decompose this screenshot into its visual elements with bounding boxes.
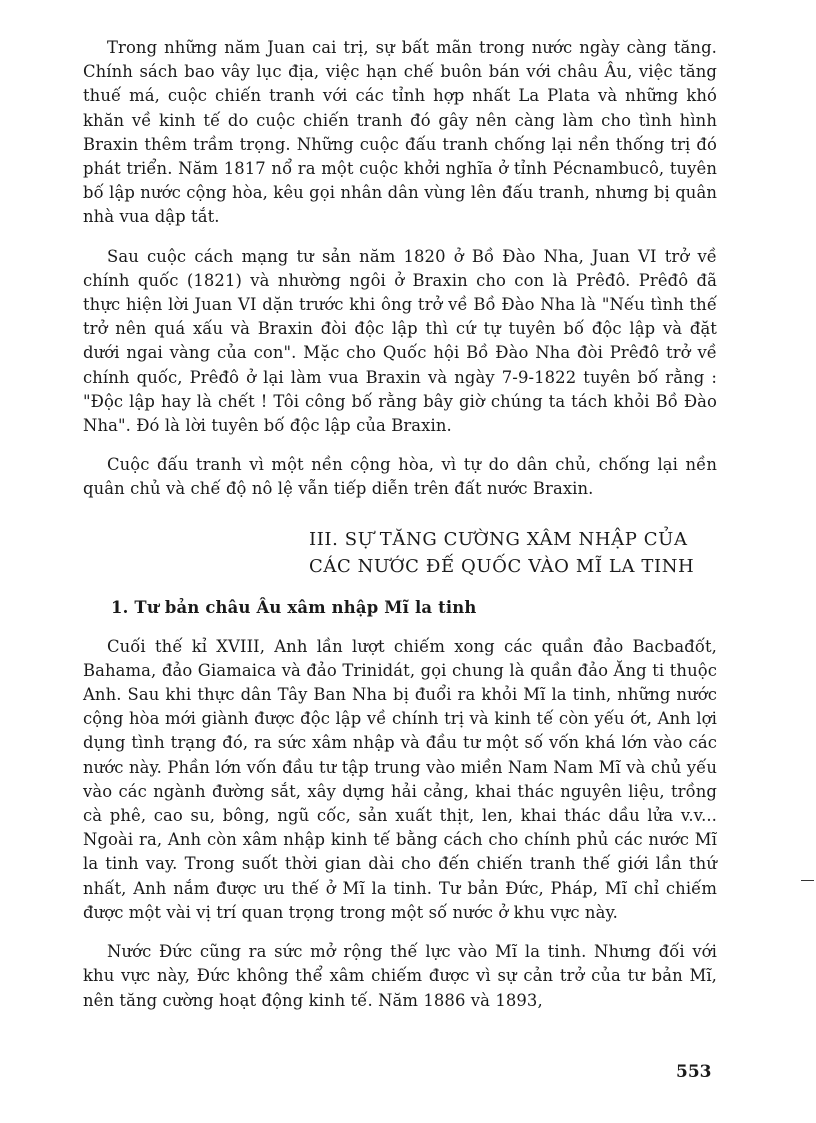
paragraph-juan-rule: Trong những năm Juan cai trị, sự bất mãn trong nước ngày càng tăng. Chính sách bao vây lục địa, việc hạn chế buôn bán với châu Âu, việc tăng thuế má, cuộc chiến tranh với các tỉnh hợp nhất La Plata và những khó khăn về kinh tế do cuộc chiến tranh đó gây nên càng làm cho tình hình Braxin thêm trầm trọng. Những cuộc đấu tranh chống lại nền thống trị đó phát triển. Năm 1817 nổ ra một cuộc khởi nghĩa ở tỉnh Pécnambucô, tuyên bố lập nước cộng hòa, kêu gọi nhân dân vùng lên đấu tranh, nhưng bị quân nhà vua dập tắt. [83, 38, 717, 227]
paragraph-independence: Sau cuộc cách mạng tư sản năm 1820 ở Bồ Đào Nha, Juan VI trở về chính quốc (1821) và nhường ngôi ở Braxin cho con là Prêđô. Prêđô đã thực hiện lời Juan VI dặn trước khi ông trở về Bồ Đào Nha là "Nếu tình thế trở nên quá xấu và Braxin đòi độc lập thì cứ tự tuyên bố độc lập và đặt dưới ngai vàng của con". Mặc cho Quốc hội Bồ Đào Nha đòi Prêđô trở về chính quốc, Prêđô ở lại làm vua Braxin và ngày 7-9-1822 tuyên bố rằng : "Độc lập hay là chết ! Tôi công bố rằng bây giờ chúng ta tách khỏi Bồ Đào Nha". Đó là lời tuyên bố độc lập của Braxin. [83, 246, 717, 436]
page-content [83, 36, 717, 1028]
paragraph-british-penetration: Cuối thế kỉ XVIII, Anh lần lượt chiếm xong các quần đảo Bacbađốt, Bahama, đảo Giamaica và đảo Trinidát, gọi chung là quần đảo Ăng ti thuộc Anh. Sau khi thực dân Tây Ban Nha bị đuổi ra khỏi Mĩ la tinh, những nước cộng hòa mới giành được độc lập về chính trị và kinh tế còn yếu ớt, Anh lợi dụng tình trạng đó, ra sức xâm nhập và đầu tư một số vốn khá lớn vào các nước này. Phần lớn vốn đầu tư tập trung vào miền Nam Nam Mĩ và chủ yếu vào các ngành đường sắt, xây dựng hải cảng, khai thác nguyên liệu, trồng cà phê, cao su, bông, ngũ cốc, sản xuất thịt, len, khai thác dầu lửa v.v... Ngoài ra, Anh còn xâm nhập kinh tế bằng cách cho chính phủ các nước Mĩ la tinh vay. Trong suốt thời gian dài cho đến chiến tranh thế giới lần thứ nhất, Anh nắm được ưu thế ở Mĩ la tinh. Tư bản Đức, Pháp, Mĩ chỉ chiếm được một vài vị trí quan trọng trong một số nước ở khu vực này. [83, 636, 717, 922]
section-heading [83, 526, 717, 580]
section-heading-line-1: III. SỰ TĂNG CƯỜNG XÂM NHẬP CỦA [309, 528, 688, 550]
paragraph-german-expansion: Nước Đức cũng ra sức mở rộng thế lực vào Mĩ la tinh. Nhưng đối với khu vực này, Đức không thể xâm chiếm được vì sự cản trở của tư bản Mĩ, nên tăng cường hoạt động kinh tế. Năm 1886 và 1893, [83, 942, 717, 1010]
paragraph-republic-struggle: Cuộc đấu tranh vì một nền cộng hòa, vì tự do dân chủ, chống lại nền quân chủ và chế độ nô lệ vẫn tiếp diễn trên đất nước Braxin. [83, 455, 717, 499]
page-number: 553 [676, 1062, 712, 1082]
subsection-heading: 1. Tư bản châu Âu xâm nhập Mĩ la tinh [111, 597, 477, 617]
margin-mark [801, 880, 814, 881]
section-heading-line-2: CÁC NƯỚC ĐẾ QUỐC VÀO MĨ LA TINH [309, 555, 695, 577]
